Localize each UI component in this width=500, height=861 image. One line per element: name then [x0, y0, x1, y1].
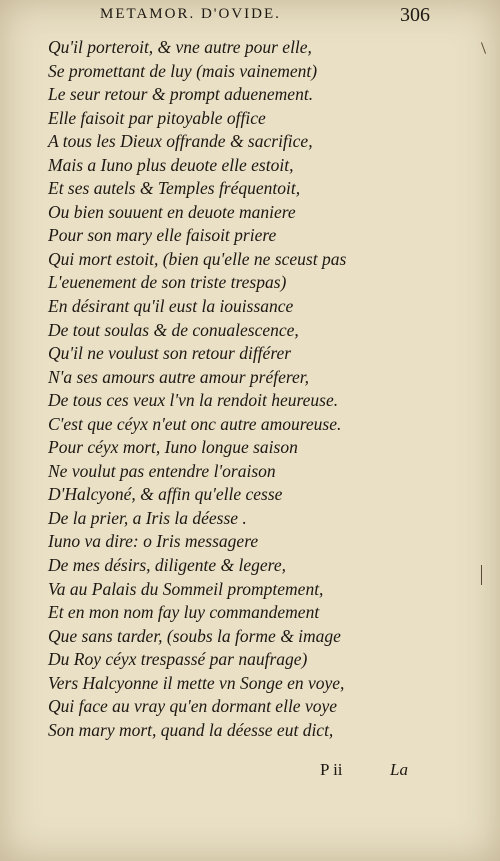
verse-line: Qu'il porteroit, & vne autre pour elle,: [48, 37, 312, 57]
verse-line: Que sans tarder, (soubs la forme & image: [48, 625, 341, 646]
verse-line: Et ses autels & Temples fréquentoit,: [48, 178, 301, 199]
verse-line: Pour son mary elle faisoit priere: [48, 225, 277, 246]
verse-line: Ne voulut pas entendre l'oraison: [48, 460, 276, 481]
running-head: METAMOR. D'OVIDE.: [100, 6, 281, 22]
verse-line: Mais a Iuno plus deuote elle estoit,: [48, 154, 294, 175]
page-header: [100, 6, 430, 30]
verse-line: Iuno va dire: o Iris messagere: [48, 531, 259, 552]
margin-mark: [481, 42, 486, 54]
catchword: La: [390, 760, 408, 779]
verse-line: Et en mon nom fay luy commandement: [48, 602, 320, 623]
verse-line: Son mary mort, quand la déesse eut dict,: [48, 719, 334, 740]
verse-line: L'euenement de son triste trespas): [48, 272, 287, 293]
verse-line: Elle faisoit par pitoyable office: [48, 107, 266, 128]
verse-line: Va au Palais du Sommeil promptement,: [48, 578, 324, 599]
verse-line: De tous ces veux l'vn la rendoit heureuse.: [48, 390, 339, 411]
signature-mark: P ii: [320, 760, 343, 779]
verse-line: Vers Halcyonne il mette vn Songe en voye,: [48, 672, 345, 693]
margin-mark: [481, 565, 482, 585]
verse-line: Se promettant de luy (mais vainement): [48, 60, 318, 81]
verse-line: C'est que céyx n'eut onc autre amoureuse.: [48, 413, 342, 434]
verse-line: D'Halcyoné, & affin qu'elle cesse: [48, 484, 283, 505]
verse-line: Qui face au vray qu'en dormant elle voye: [48, 696, 337, 717]
verse-line: Qui mort estoit, (bien qu'elle ne sceust pas: [48, 248, 347, 269]
verse-line: Ou bien souuent en deuote maniere: [48, 201, 296, 222]
verse-line: De mes désirs, diligente & legere,: [48, 555, 286, 576]
page-footer: [320, 760, 440, 784]
verse-line: En désirant qu'il eust la iouissance: [48, 296, 294, 317]
verse-line: Le seur retour & prompt aduenement.: [48, 84, 314, 105]
verse-line: A tous les Dieux offrande & sacrifice,: [48, 131, 313, 152]
verse-line: De la prier, a Iris la déesse .: [48, 507, 247, 528]
verse-line: Du Roy céyx trespassé par naufrage): [48, 649, 308, 670]
page-number: 306: [400, 4, 430, 26]
verse-line: De tout soulas & de conualescence,: [48, 319, 299, 340]
verse-line: Qu'il ne voulust son retour différer: [48, 343, 292, 364]
verse-list: [48, 36, 448, 742]
verse-line: N'a ses amours autre amour préferer,: [48, 366, 310, 387]
verse-line: Pour céyx mort, Iuno longue saison: [48, 437, 298, 458]
